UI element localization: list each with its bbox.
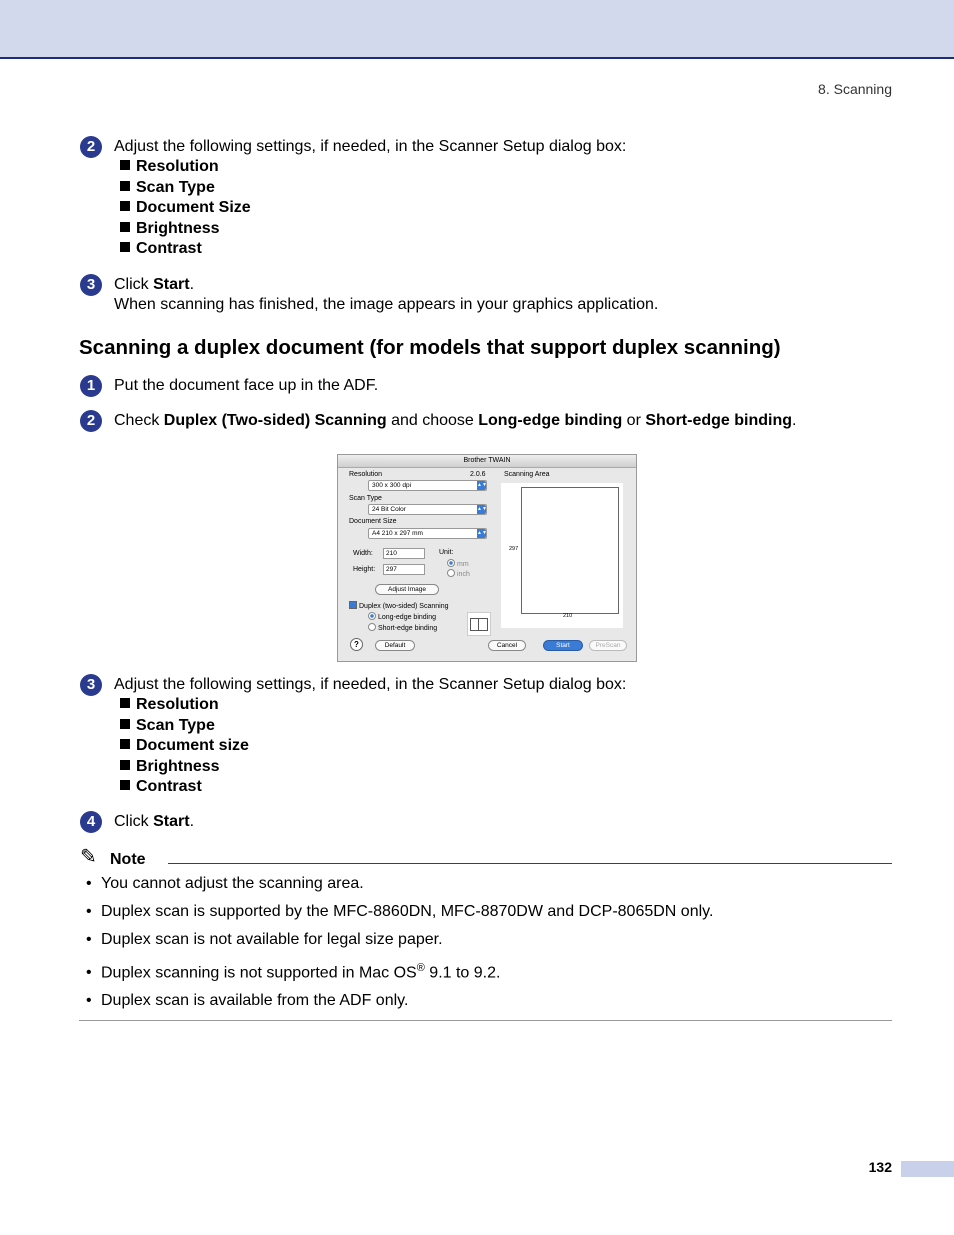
radio-icon xyxy=(447,559,455,567)
short-edge-radio[interactable]: Short-edge binding xyxy=(368,623,437,632)
unit-mm-radio[interactable]: mm xyxy=(447,559,469,568)
square-bullet-icon xyxy=(120,201,130,211)
square-bullet-icon xyxy=(120,242,130,252)
page-number: 132 xyxy=(868,1159,892,1175)
step-text: Put the document face up in the ADF. xyxy=(114,377,379,394)
scanning-area-label: Scanning Area xyxy=(504,471,550,478)
step-text: Click Start. xyxy=(114,813,195,830)
page-outline xyxy=(470,618,488,631)
binding-preview-icon xyxy=(467,612,491,636)
popup-arrows-icon: ▲▼ xyxy=(477,530,487,536)
step-number-badge: 2 xyxy=(80,410,102,432)
step-number-badge: 3 xyxy=(80,674,102,696)
scan-type-select[interactable]: 24 Bit Color ▲▼ xyxy=(368,504,487,515)
prescan-button[interactable]: PreScan xyxy=(589,640,627,651)
list-item: Contrast xyxy=(120,777,249,798)
document-size-select[interactable]: A4 210 x 297 mm ▲▼ xyxy=(368,528,487,539)
note-label: Note xyxy=(110,851,146,868)
default-button[interactable]: Default xyxy=(375,640,415,651)
step-text: Adjust the following settings, if needed, in the Scanner Setup dialog box: xyxy=(114,676,627,693)
list-item: Document Size xyxy=(120,198,251,219)
resolution-label: Resolution xyxy=(349,471,383,478)
list-item: • Duplex scanning is not supported in Mac OS® 9.1 to 9.2. xyxy=(86,962,501,982)
scanning-area-preview[interactable] xyxy=(501,483,623,628)
list-item: Resolution xyxy=(120,695,249,716)
width-field[interactable]: 210 xyxy=(383,548,425,559)
brother-twain-dialog xyxy=(337,454,637,662)
dialog-title: Brother TWAIN xyxy=(338,455,636,468)
adjust-image-button[interactable]: Adjust Image xyxy=(375,584,439,595)
section-header: 8. Scanning xyxy=(818,81,892,97)
list-item: • Duplex scan is not available for legal size paper. xyxy=(86,931,443,948)
list-item: • Duplex scan is supported by the MFC-8860DN, MFC-8870DW and DCP-8065DN only. xyxy=(86,903,714,920)
width-label: Width: xyxy=(353,550,373,557)
list-item: Brightness xyxy=(120,757,249,778)
square-bullet-icon xyxy=(120,181,130,191)
list-item: Brightness xyxy=(120,219,251,240)
page-fold xyxy=(478,618,479,631)
unit-inch-radio[interactable]: inch xyxy=(447,569,470,578)
square-bullet-icon xyxy=(120,222,130,232)
help-button[interactable]: ? xyxy=(350,638,363,651)
list-item: Contrast xyxy=(120,239,251,260)
section-heading: Scanning a duplex document (for models that support duplex scanning) xyxy=(79,336,781,359)
square-bullet-icon xyxy=(120,160,130,170)
note-bottom-rule xyxy=(79,1020,892,1021)
popup-arrows-icon: ▲▼ xyxy=(477,482,487,488)
step-number-badge: 1 xyxy=(80,375,102,397)
list-item: Document size xyxy=(120,736,249,757)
step-text: Check Duplex (Two-sided) Scanning and choose Long-edge binding or Short-edge binding. xyxy=(114,412,797,429)
area-height-label: 297 xyxy=(509,546,519,552)
step-text-line2: When scanning has finished, the image appears in your graphics application. xyxy=(114,296,659,313)
square-bullet-icon xyxy=(120,780,130,790)
step-number-badge: 2 xyxy=(80,136,102,158)
scan-type-label: Scan Type xyxy=(349,495,382,502)
list-item: Scan Type xyxy=(120,178,251,199)
radio-icon xyxy=(447,569,455,577)
long-edge-radio[interactable]: Long-edge binding xyxy=(368,612,436,621)
height-field[interactable]: 297 xyxy=(383,564,425,575)
step-text: Adjust the following settings, if needed, in the Scanner Setup dialog box: xyxy=(114,138,627,155)
duplex-checkbox[interactable]: Duplex (two-sided) Scanning xyxy=(349,601,449,610)
square-bullet-icon xyxy=(120,760,130,770)
scanning-page-outline xyxy=(521,487,619,614)
radio-icon xyxy=(368,623,376,631)
page-tab xyxy=(901,1161,954,1177)
version-label: 2.0.6 xyxy=(470,471,486,478)
resolution-select[interactable]: 300 x 300 dpi ▲▼ xyxy=(368,480,487,491)
cancel-button[interactable]: Cancel xyxy=(488,640,526,651)
settings-list xyxy=(120,695,249,798)
radio-icon xyxy=(368,612,376,620)
unit-label: Unit: xyxy=(439,549,454,556)
popup-arrows-icon: ▲▼ xyxy=(477,506,487,512)
checkbox-icon xyxy=(349,601,357,609)
document-size-label: Document Size xyxy=(349,518,397,525)
area-width-label: 210 xyxy=(563,613,573,619)
square-bullet-icon xyxy=(120,698,130,708)
step-text: Click Start. xyxy=(114,276,195,293)
list-item: • You cannot adjust the scanning area. xyxy=(86,875,364,892)
top-band xyxy=(0,0,954,59)
list-item: Scan Type xyxy=(120,716,249,737)
square-bullet-icon xyxy=(120,739,130,749)
start-button[interactable]: Start xyxy=(543,640,583,651)
square-bullet-icon xyxy=(120,719,130,729)
step-number-badge: 4 xyxy=(80,811,102,833)
settings-list xyxy=(120,157,251,260)
step-number-badge: 3 xyxy=(80,274,102,296)
height-label: Height: xyxy=(353,566,376,573)
list-item: Resolution xyxy=(120,157,251,178)
note-divider xyxy=(168,863,892,864)
list-item: • Duplex scan is available from the ADF only. xyxy=(86,992,409,1009)
note-pencil-icon: ✎ xyxy=(80,846,97,868)
